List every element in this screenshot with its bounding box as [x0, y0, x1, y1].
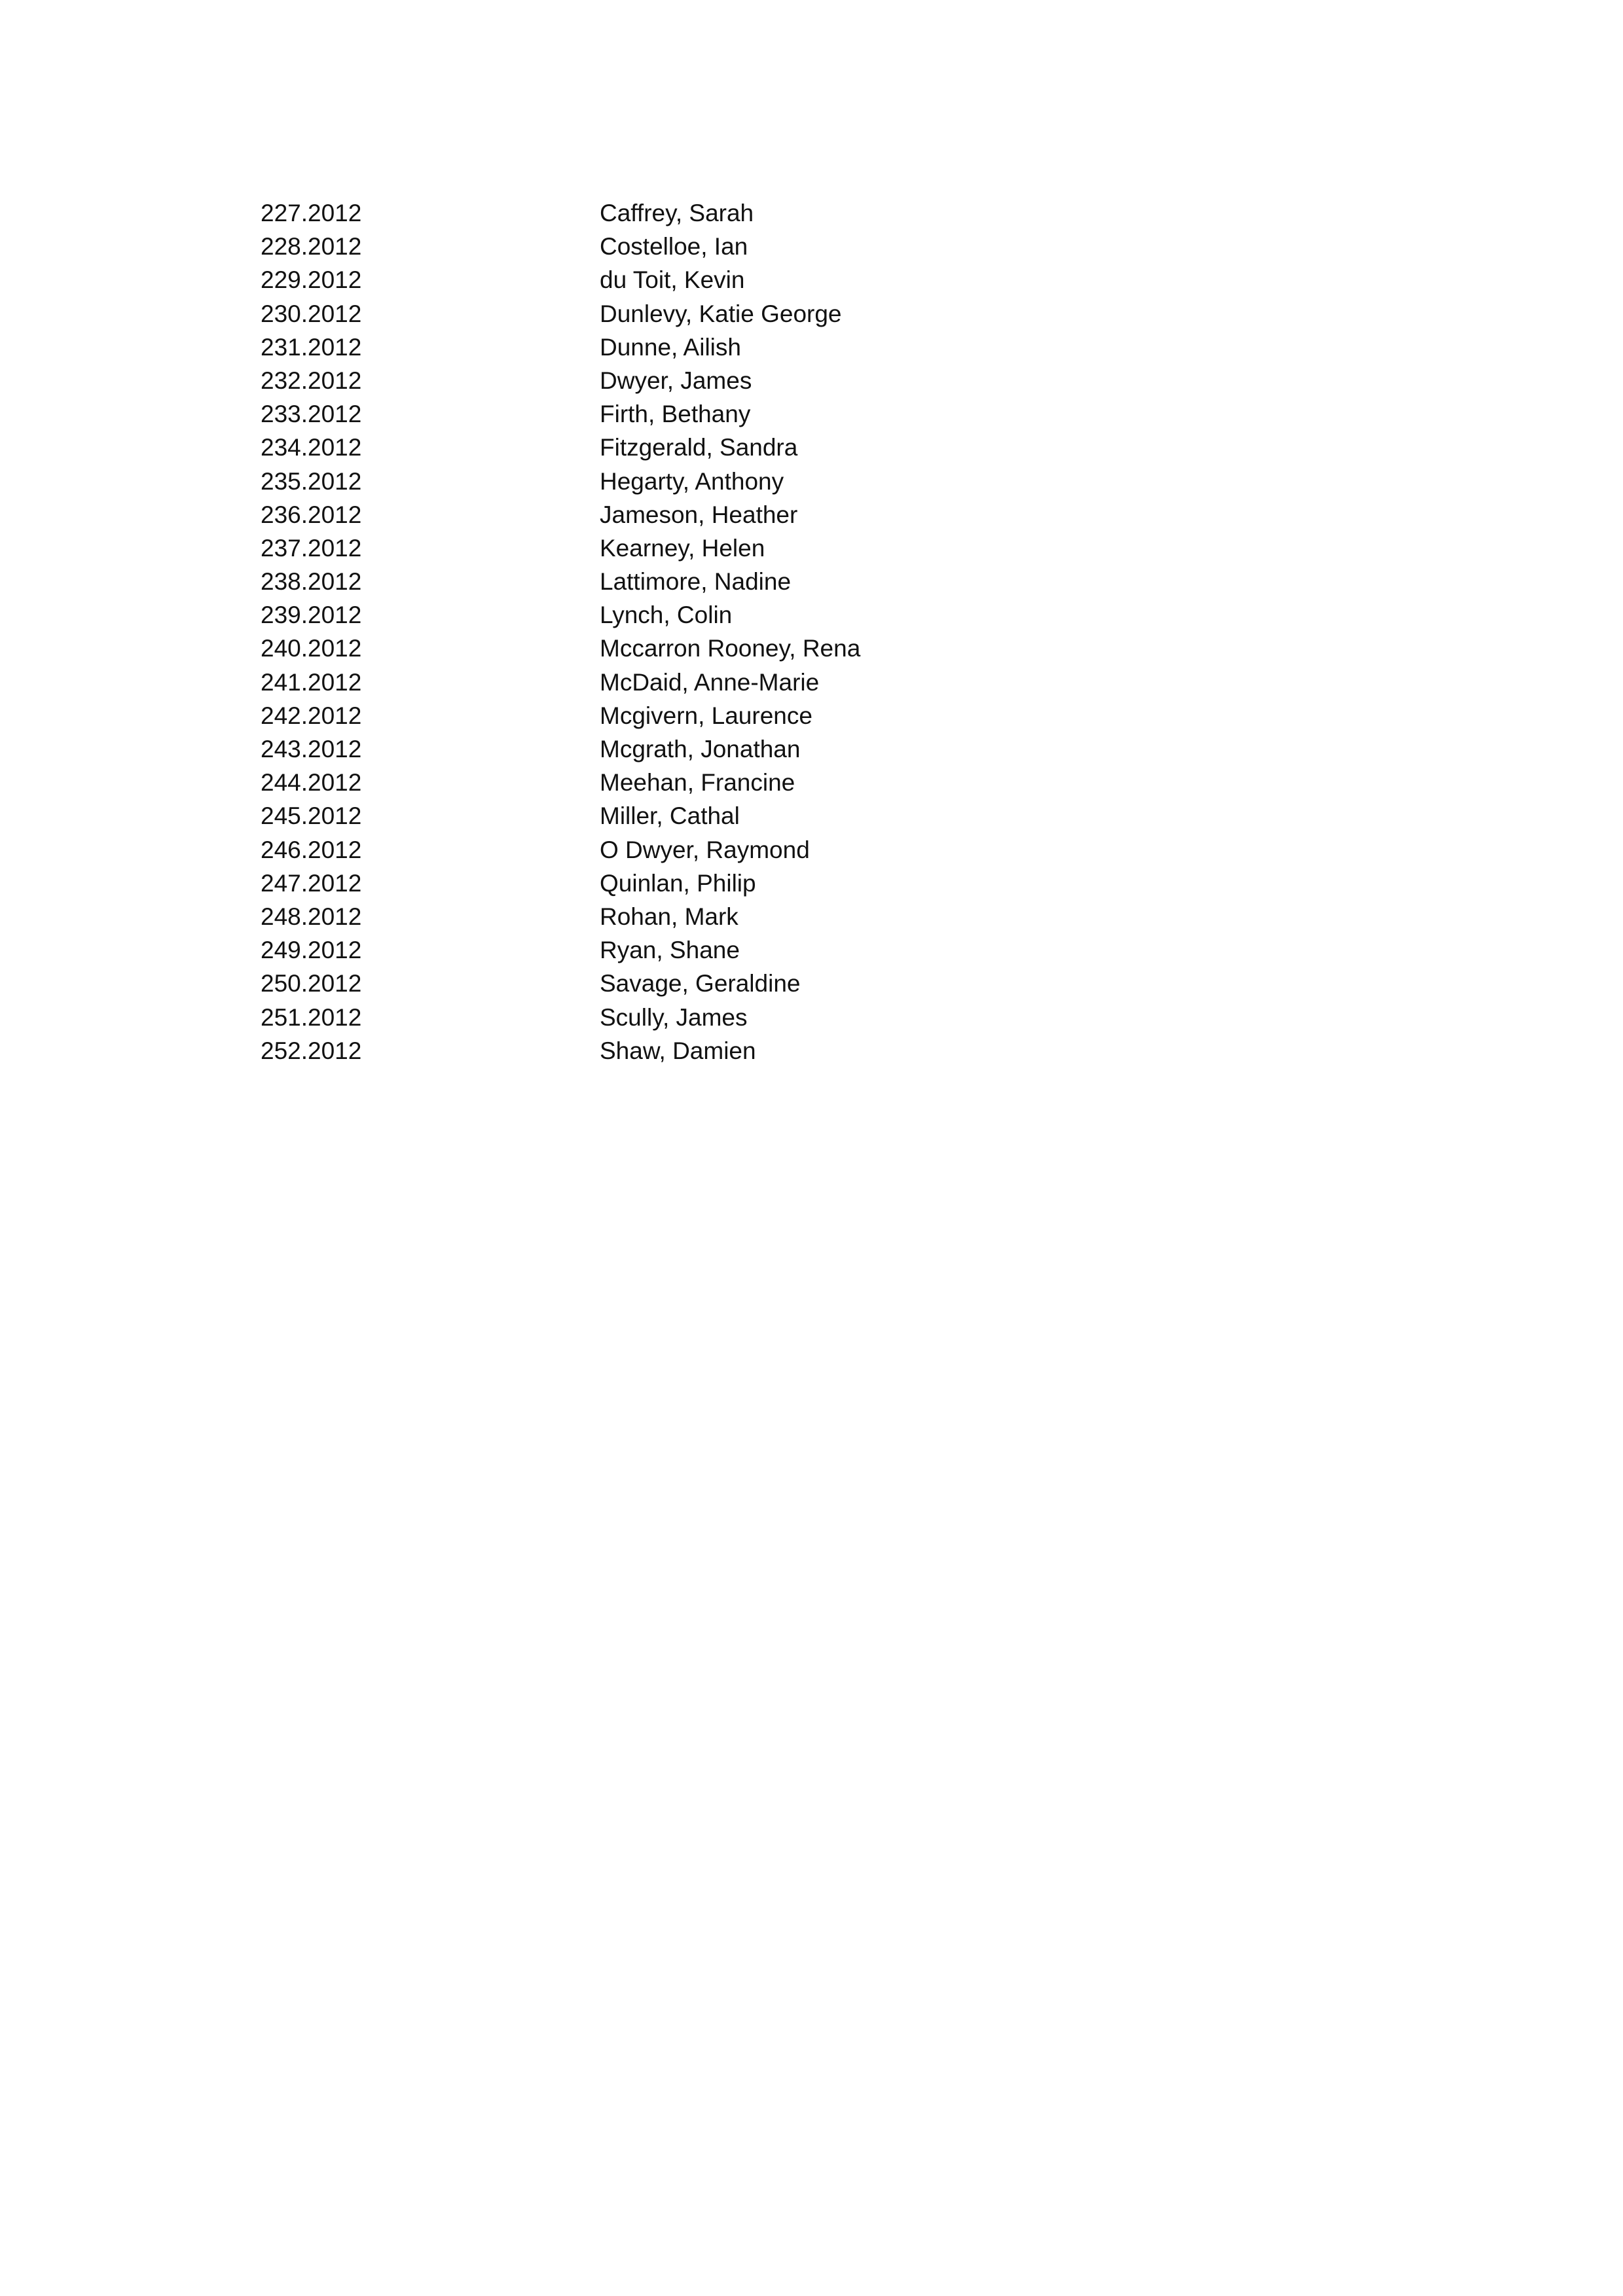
list-row [261, 230, 1046, 263]
person-name: Miller, Cathal [600, 802, 740, 830]
list-row [261, 364, 1046, 397]
list-row [261, 967, 1046, 1000]
list-row [261, 799, 1046, 833]
reference-number: 237.2012 [261, 534, 362, 562]
person-name: Mcgivern, Laurence [600, 702, 812, 729]
reference-number: 231.2012 [261, 333, 362, 361]
list-row [261, 766, 1046, 799]
person-name: Dwyer, James [600, 367, 752, 394]
reference-number: 230.2012 [261, 300, 362, 327]
reference-number: 241.2012 [261, 668, 362, 696]
reference-number: 247.2012 [261, 869, 362, 897]
person-name: Mccarron Rooney, Rena [600, 635, 861, 662]
list-row [261, 531, 1046, 565]
reference-number: 246.2012 [261, 836, 362, 863]
reference-number: 249.2012 [261, 937, 362, 964]
list-row [261, 867, 1046, 900]
list-row [261, 465, 1046, 498]
list-row [261, 666, 1046, 699]
reference-number: 229.2012 [261, 266, 362, 294]
list-row [261, 331, 1046, 364]
person-name: O Dwyer, Raymond [600, 836, 810, 863]
person-name: Costelloe, Ian [600, 233, 748, 260]
person-name: Scully, James [600, 1003, 748, 1031]
person-name: Fitzgerald, Sandra [600, 434, 798, 461]
list-row [261, 833, 1046, 867]
reference-number: 232.2012 [261, 367, 362, 394]
person-name: Caffrey, Sarah [600, 200, 754, 226]
reference-number: 245.2012 [261, 802, 362, 830]
list-row [261, 632, 1046, 665]
reference-name-list [261, 196, 1046, 1067]
person-name: Savage, Geraldine [600, 970, 801, 997]
reference-number: 251.2012 [261, 1003, 362, 1031]
list-row [261, 431, 1046, 464]
reference-number: 233.2012 [261, 401, 362, 428]
reference-number: 248.2012 [261, 903, 362, 930]
list-row [261, 565, 1046, 598]
list-row [261, 598, 1046, 632]
list-row [261, 1034, 1046, 1067]
reference-number: 242.2012 [261, 702, 362, 729]
person-name: Ryan, Shane [600, 937, 740, 964]
person-name: Quinlan, Philip [600, 869, 756, 897]
reference-number: 236.2012 [261, 501, 362, 528]
reference-number: 244.2012 [261, 769, 362, 797]
person-name: Dunne, Ailish [600, 333, 741, 361]
reference-number: 238.2012 [261, 568, 362, 596]
reference-number: 235.2012 [261, 467, 362, 495]
list-row [261, 900, 1046, 933]
list-row [261, 732, 1046, 766]
person-name: du Toit, Kevin [600, 266, 745, 294]
reference-number: 243.2012 [261, 736, 362, 762]
list-row [261, 297, 1046, 331]
reference-number: 250.2012 [261, 970, 362, 997]
person-name: Meehan, Francine [600, 769, 795, 797]
person-name: Hegarty, Anthony [600, 467, 784, 495]
list-row [261, 933, 1046, 967]
person-name: Dunlevy, Katie George [600, 300, 842, 327]
person-name: Shaw, Damien [600, 1037, 756, 1064]
reference-number: 228.2012 [261, 233, 362, 260]
reference-number: 252.2012 [261, 1037, 362, 1064]
list-row [261, 1001, 1046, 1034]
list-row [261, 397, 1046, 431]
list-row [261, 699, 1046, 732]
reference-number: 227.2012 [261, 200, 362, 226]
person-name: McDaid, Anne-Marie [600, 668, 820, 696]
reference-number: 234.2012 [261, 434, 362, 461]
person-name: Lynch, Colin [600, 601, 733, 629]
list-row [261, 263, 1046, 296]
person-name: Rohan, Mark [600, 903, 739, 930]
list-row [261, 498, 1046, 531]
person-name: Jameson, Heather [600, 501, 798, 528]
person-name: Lattimore, Nadine [600, 568, 792, 596]
list-row [261, 196, 1046, 230]
person-name: Firth, Bethany [600, 401, 751, 428]
reference-number: 240.2012 [261, 635, 362, 662]
person-name: Kearney, Helen [600, 534, 765, 562]
reference-number: 239.2012 [261, 601, 362, 629]
person-name: Mcgrath, Jonathan [600, 736, 801, 762]
